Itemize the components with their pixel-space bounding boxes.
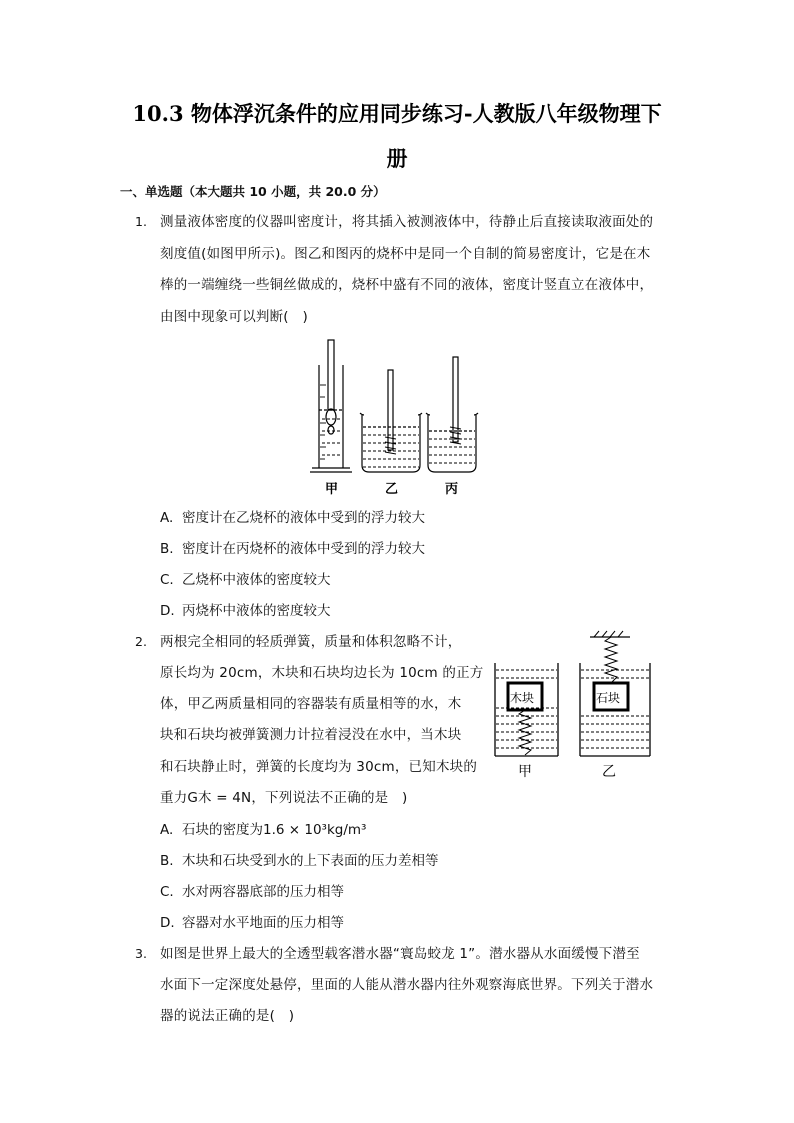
option-label: C. (160, 884, 174, 900)
question-number: 1. (135, 214, 147, 229)
option-d (160, 599, 331, 619)
document-title-line-1: 10.3 物体浮沉条件的应用同步练习-人教版八年级物理下 (132, 101, 662, 126)
option-label: D. (160, 603, 175, 619)
question-text-line: 原长均为 20cm，木块和石块均边长为 10cm 的正方 (160, 665, 484, 681)
option-label: B. (160, 853, 174, 869)
question-text-line: 水面下一定深度处悬停，里面的人能从潜水器内往外观察海底世界。下列关于潜水 (160, 977, 654, 993)
option-text: 石块的密度为1.6 × 10³kg/m³ (182, 822, 367, 838)
question-text-line: 和石块静止时，弹簧的长度均为 30cm，已知木块的 (160, 759, 478, 775)
beaker-yi (360, 370, 422, 472)
question-text-line: 体，甲乙两质量相同的容器装有质量相等的水，木 (160, 696, 462, 712)
option-label: A. (160, 822, 174, 838)
document-title-line-2: 册 (386, 146, 408, 171)
block-label: 木块 (510, 691, 535, 705)
option-label: C. (160, 572, 174, 588)
figure-label: 甲 (325, 482, 339, 497)
option-c (160, 568, 331, 588)
option-label: D. (160, 915, 175, 931)
container-jia (495, 663, 558, 756)
option-label: A. (160, 510, 174, 526)
option-label: B. (160, 541, 174, 557)
block-label: 石块 (596, 691, 621, 705)
question-text-line: 两根完全相同的轻质弹簧，质量和体积忽略不计， (160, 634, 462, 650)
option-text: 密度计在丙烧杯的液体中受到的浮力较大 (182, 541, 425, 557)
question-text-line: 测量液体密度的仪器叫密度计，将其插入被测液体中，待静止后直接读取液面处的 (160, 214, 654, 230)
option-text: 丙烧杯中液体的密度较大 (182, 603, 331, 619)
question-text-line: 如图是世界上最大的全透型载客潜水器“寰岛蛟龙 1”。潜水器从水面缓慢下潜至 (160, 946, 640, 962)
option-text: 木块和石块受到水的上下表面的压力差相等 (182, 853, 439, 869)
question-number: 2. (135, 634, 147, 649)
graduated-cylinder (310, 340, 352, 472)
option-d (160, 911, 344, 931)
question-text-line: 器的说法正确的是( ) (160, 1008, 295, 1024)
question-text-line: 刻度值(如图甲所示)。图乙和图丙的烧杯中是同一个自制的简易密度计，它是在木 (160, 246, 651, 262)
question-text-line: 块和石块均被弹簧测力计拉着浸没在水中，当木块 (160, 727, 462, 743)
option-b (160, 537, 425, 557)
option-a (160, 506, 425, 526)
hydrometer-figure (300, 335, 480, 500)
option-a (160, 818, 366, 838)
question-number: 3. (135, 946, 147, 961)
figure-label: 丙 (445, 482, 459, 497)
question-text-line: 由图中现象可以判断( ) (160, 309, 308, 325)
option-b (160, 849, 439, 869)
section-header: 一、单选题（本大题共 10 小题，共 20.0 分） (120, 184, 386, 199)
figure-label: 甲 (518, 764, 532, 780)
spring-container-figure (490, 628, 660, 783)
question-text-line: 棒的一端缠绕一些铜丝做成的，烧杯中盛有不同的液体，密度计竖直立在液体中， (160, 277, 654, 293)
option-text: 乙烧杯中液体的密度较大 (182, 572, 331, 588)
question-text-line: 重力G木 = 4N，下列说法不正确的是 ) (160, 790, 408, 806)
option-text: 密度计在乙烧杯的液体中受到的浮力较大 (182, 510, 425, 526)
beaker-bing (426, 357, 478, 472)
option-c (160, 880, 344, 900)
option-text: 容器对水平地面的压力相等 (182, 915, 344, 931)
figure-label: 乙 (602, 764, 616, 780)
option-text: 水对两容器底部的压力相等 (182, 884, 344, 900)
figure-label: 乙 (385, 482, 399, 497)
